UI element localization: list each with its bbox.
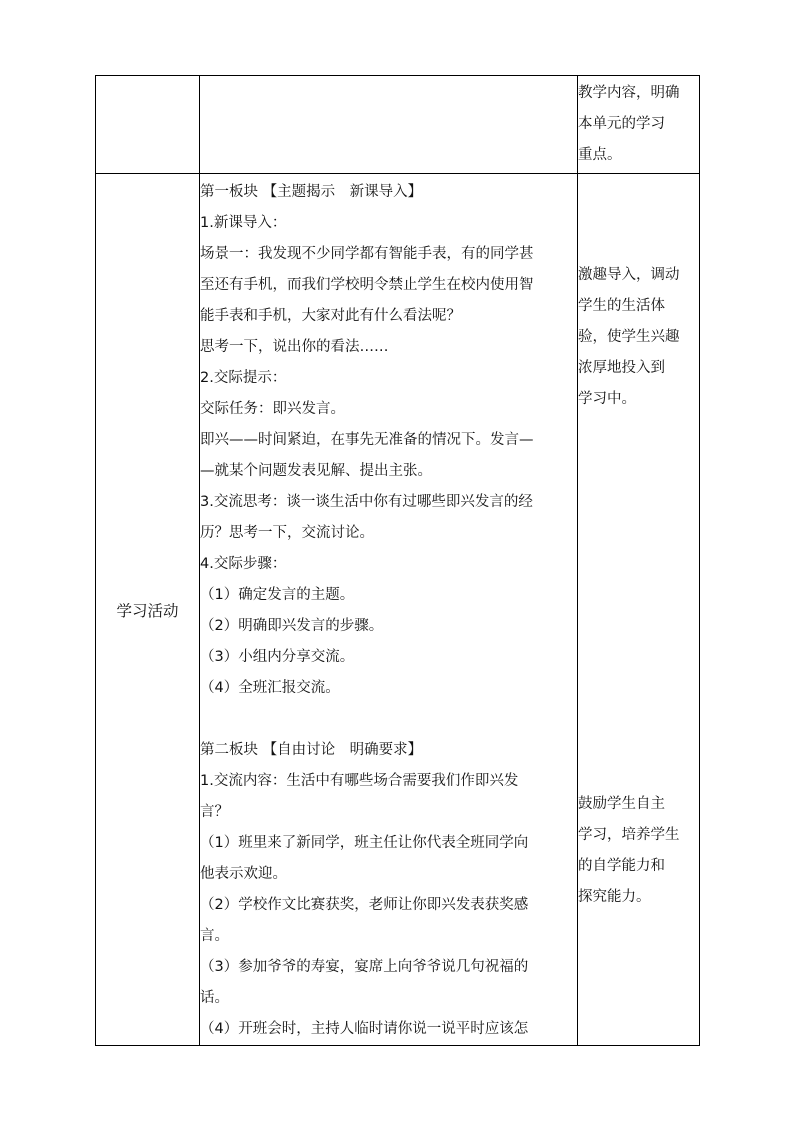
text-line: 即兴——时间紧迫，在事先无准备的情况下。发言— bbox=[200, 432, 534, 448]
table-row bbox=[96, 76, 700, 174]
table-row bbox=[96, 174, 700, 1046]
text-line: 鼓励学生自主 bbox=[578, 796, 665, 812]
blank-line bbox=[200, 704, 577, 735]
text-line: （1）确定发言的主题。 bbox=[200, 587, 355, 603]
text-line: 学习中。 bbox=[578, 391, 636, 407]
text-line: 言。 bbox=[200, 928, 229, 944]
text-line: 验，使学生兴趣 bbox=[578, 329, 680, 345]
text-line: （3）小组内分享交流。 bbox=[200, 649, 355, 665]
text-line: 至还有手机，而我们学校明令禁止学生在校内使用智 bbox=[200, 277, 534, 293]
teaching-intent-cell bbox=[578, 76, 700, 174]
text-line: 探究能力。 bbox=[578, 889, 651, 905]
design-note-1 bbox=[578, 260, 699, 415]
text-line: 1.交流内容：生活中有哪些场合需要我们作即兴发 bbox=[200, 773, 519, 789]
empty-cell bbox=[96, 76, 200, 174]
text-line: 3.交流思考：谈一谈生活中你有过哪些即兴发言的经 bbox=[200, 494, 533, 510]
text-line: 学生的生活体 bbox=[578, 298, 665, 314]
text-line: （4）开班会时，主持人临时请你说一说平时应该怎 bbox=[200, 1021, 529, 1037]
text-line: 1.新课导入： bbox=[200, 215, 287, 231]
text-line: 交际任务：即兴发言。 bbox=[200, 401, 345, 417]
text-line: （2）明确即兴发言的步骤。 bbox=[200, 618, 384, 634]
text-line: 4.交际步骤： bbox=[200, 556, 287, 572]
text-line: （3）参加爷爷的寿宴，宴席上向爷爷说几句祝福的 bbox=[200, 959, 529, 975]
block-heading: 第一板块 【主题揭示 新课导入】 bbox=[200, 184, 423, 200]
text-line: 学习，培养学生 bbox=[578, 827, 680, 843]
text-line: —就某个问题发表见解、提出主张。 bbox=[200, 463, 432, 479]
design-note-2 bbox=[578, 789, 699, 913]
lesson-plan-table bbox=[95, 75, 700, 1046]
text-line: 历？思考一下，交流讨论。 bbox=[200, 525, 374, 541]
text-line: 激趣导入，调动 bbox=[578, 267, 680, 283]
text-line: 的自学能力和 bbox=[578, 858, 665, 874]
text-line: 教学内容，明确 bbox=[578, 85, 680, 101]
empty-cell bbox=[200, 76, 578, 174]
text-line: 2.交际提示： bbox=[200, 370, 287, 386]
text-line: （4）全班汇报交流。 bbox=[200, 680, 340, 696]
text-line: 重点。 bbox=[578, 147, 622, 163]
text-line: 言？ bbox=[200, 804, 229, 820]
text-line: 本单元的学习 bbox=[578, 116, 665, 132]
text-line: 场景一：我发现不少同学都有智能手表，有的同学甚 bbox=[200, 246, 534, 262]
text-line: （1）班里来了新同学，班主任让你代表全班同学向 bbox=[200, 835, 529, 851]
section-label-cell bbox=[96, 174, 200, 1046]
section-label: 学习活动 bbox=[116, 601, 179, 620]
text-line: 思考一下，说出你的看法…… bbox=[200, 339, 389, 355]
text-line: 话。 bbox=[200, 990, 229, 1006]
text-line: 浓厚地投入到 bbox=[578, 360, 665, 376]
text-line: （2）学校作文比赛获奖，老师让你即兴发表获奖感 bbox=[200, 897, 529, 913]
text-line: 他表示欢迎。 bbox=[200, 866, 287, 882]
text-line: 能手表和手机，大家对此有什么看法呢？ bbox=[200, 308, 461, 324]
activity-content-cell bbox=[200, 174, 578, 1046]
design-intent-cell bbox=[578, 174, 700, 1046]
block-heading: 第二板块 【自由讨论 明确要求】 bbox=[200, 742, 423, 758]
